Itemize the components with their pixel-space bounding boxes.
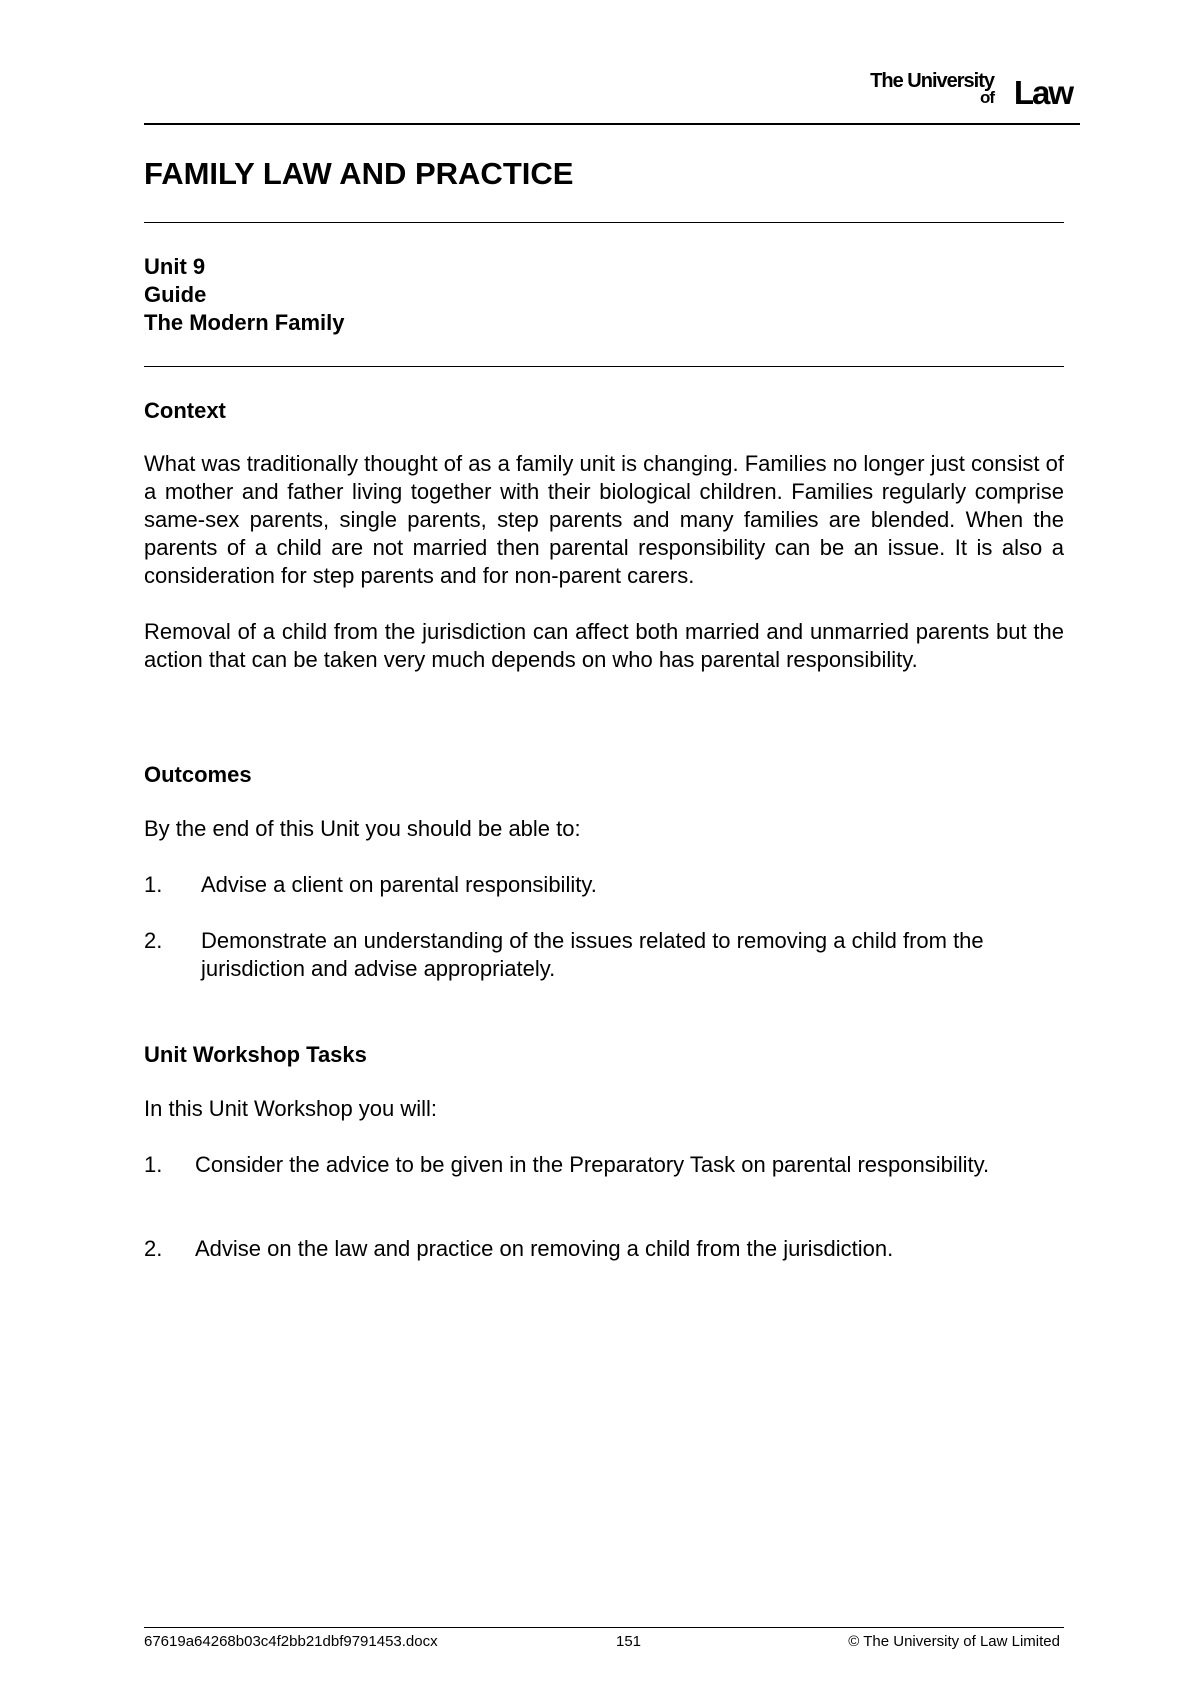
unit-number: Unit 9 bbox=[144, 254, 206, 279]
outcomes-heading: Outcomes bbox=[144, 762, 252, 787]
workshop-heading: Unit Workshop Tasks bbox=[144, 1042, 367, 1067]
workshop-item-1 bbox=[144, 1151, 1064, 1207]
outcome-item-text: Demonstrate an understanding of the issues related to removing a child from the jurisdiction and advise appropriately. bbox=[201, 928, 984, 981]
workshop-item-2 bbox=[144, 1235, 1064, 1263]
logo-text-of: of bbox=[979, 88, 994, 107]
logo-text-law: Law bbox=[1013, 74, 1072, 111]
logo-text-university: The University bbox=[870, 70, 994, 92]
unit-divider bbox=[144, 366, 1064, 367]
outcome-item-number: 1. bbox=[144, 872, 163, 897]
workshop-item-text: Consider the advice to be given in the Preparatory Task on parental responsibility. bbox=[195, 1152, 990, 1177]
workshop-intro: In this Unit Workshop you will: bbox=[144, 1096, 438, 1121]
page-title: FAMILY LAW AND PRACTICE bbox=[144, 156, 574, 191]
footer-page-number: 151 bbox=[616, 1633, 642, 1650]
footer-rule bbox=[144, 1627, 1064, 1628]
unit-info bbox=[144, 253, 344, 337]
workshop-item-number: 1. bbox=[144, 1152, 163, 1177]
unit-guide-label: Guide bbox=[144, 282, 207, 307]
university-logo bbox=[862, 70, 1072, 112]
unit-subtitle: The Modern Family bbox=[144, 310, 345, 335]
outcome-item-text: Advise a client on parental responsibility. bbox=[201, 872, 597, 897]
outcome-item-number: 2. bbox=[144, 928, 163, 953]
context-paragraph-1: What was traditionally thought of as a family unit is changing. Families no longer just consist of a mother and father living together with their biological children. Families regularly comprise same-sex parents, single parents, step parents and many families are blended. When the parents of a child are not married then parental responsibility can be an issue. It is also a consideration for step parents and for non-parent carers. bbox=[144, 451, 1064, 588]
footer-filename: 67619a64268b03c4f2bb21dbf9791453.docx bbox=[144, 1633, 438, 1650]
title-divider bbox=[144, 222, 1064, 223]
context-paragraph-2: Removal of a child from the jurisdiction can affect both married and unmarried parents but the action that can be taken very much depends on who has parental responsibility. bbox=[144, 619, 1064, 672]
header-rule bbox=[144, 123, 1080, 125]
workshop-item-text: Advise on the law and practice on removing a child from the jurisdiction. bbox=[195, 1236, 894, 1261]
footer-copyright: © The University of Law Limited bbox=[848, 1633, 1060, 1650]
context-heading: Context bbox=[144, 398, 226, 423]
workshop-item-number: 2. bbox=[144, 1236, 163, 1261]
outcome-item-2 bbox=[144, 927, 1064, 983]
outcome-item-1 bbox=[144, 871, 1064, 899]
outcomes-intro: By the end of this Unit you should be able to: bbox=[144, 816, 581, 841]
